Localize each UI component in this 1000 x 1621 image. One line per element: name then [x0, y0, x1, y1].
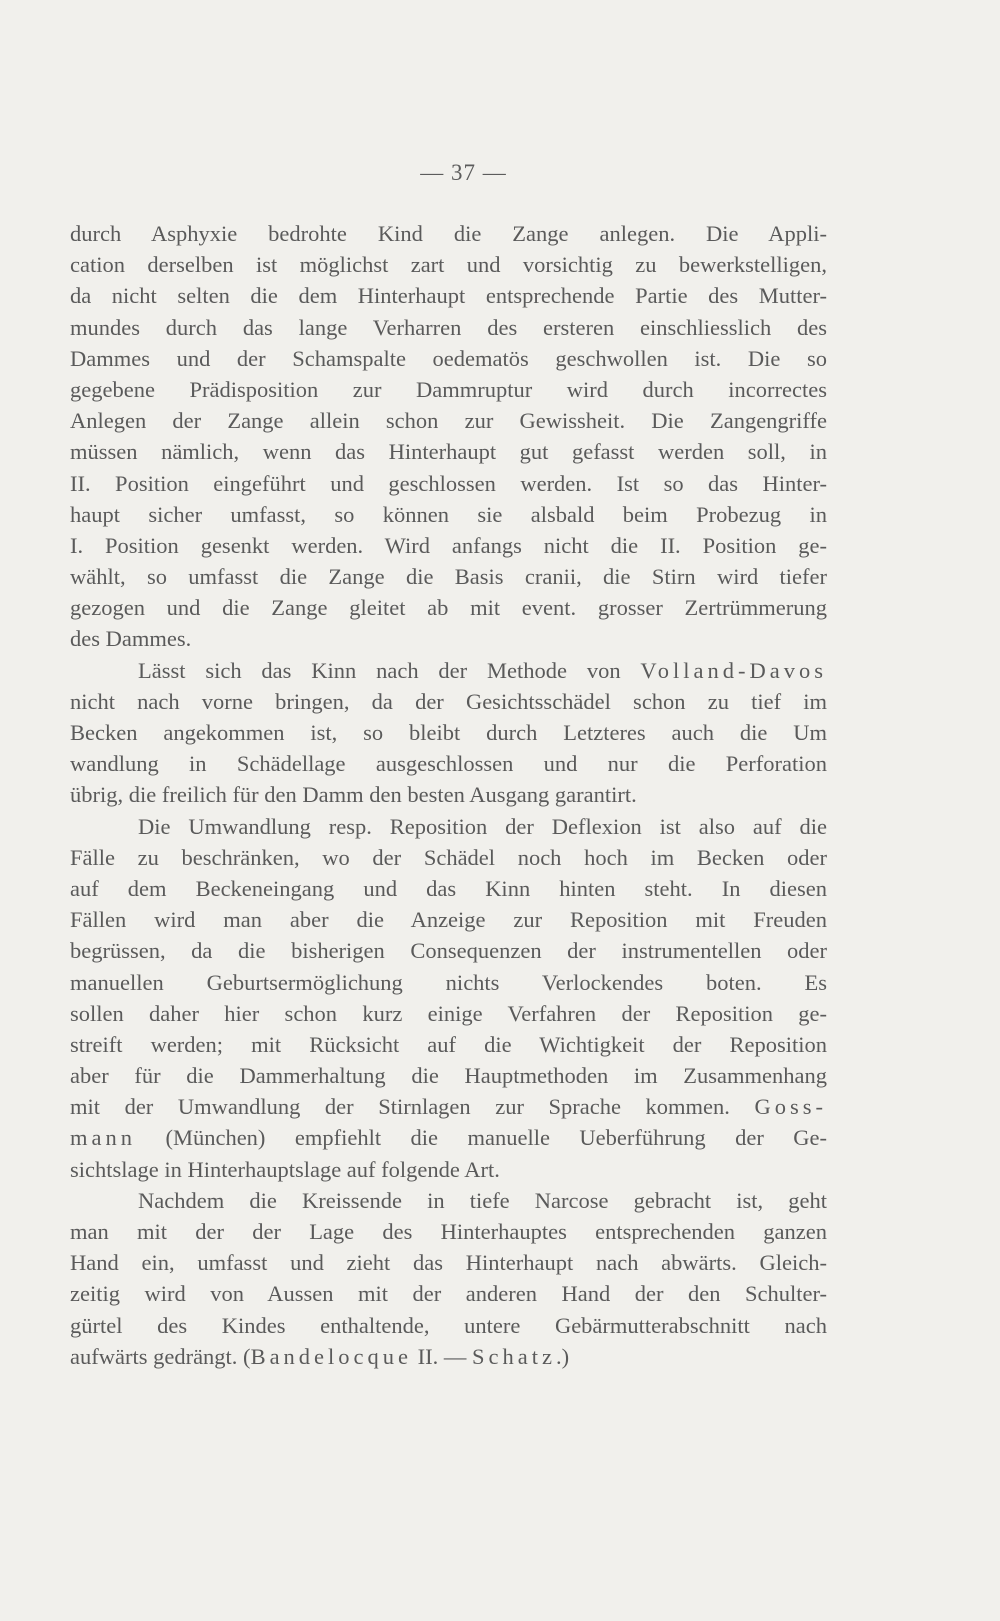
text-line [70, 280, 827, 311]
line-text: gegebene Prädisposition zur Dammruptur wird durch incorrectes [70, 376, 827, 402]
text-line [70, 998, 827, 1029]
text-line [70, 468, 827, 499]
line-text: wandlung in Schädellage ausgeschlossen und nur die Perforation [70, 751, 827, 777]
spaced-name: Schatz [472, 1343, 557, 1369]
text-line [70, 374, 827, 405]
text-line [70, 405, 827, 436]
text-line [70, 623, 827, 654]
text-line [70, 1060, 827, 1091]
line-text: .) [556, 1343, 570, 1369]
text-line [70, 873, 827, 904]
line-text: Lässt sich das Kinn nach der Methode von [138, 657, 641, 683]
body-text [70, 218, 827, 1372]
spaced-name: Bandelocque [250, 1343, 413, 1369]
text-line [70, 935, 827, 966]
text-line [70, 1278, 827, 1309]
spaced-name: mann [70, 1125, 136, 1151]
text-line [70, 967, 827, 998]
text-line [70, 1091, 827, 1122]
line-text: (München) empfiehlt die manuelle Ueberführung der Ge- [136, 1125, 827, 1151]
line-text: Anlegen der Zange allein schon zur Gewissheit. Die Zangengriffe [70, 408, 827, 434]
line-text: Die Umwandlung resp. Reposition der Deflexion ist also auf die [138, 813, 827, 839]
line-text: müssen nämlich, wenn das Hinterhaupt gut gefasst werden soll, in [70, 439, 827, 465]
text-line [70, 530, 827, 561]
text-line [70, 686, 827, 717]
text-line [70, 811, 827, 842]
text-line [70, 1216, 827, 1247]
line-text: aufwärts gedrängt. ( [70, 1343, 251, 1369]
line-text: I. Position gesenkt werden. Wird anfangs nicht die II. Position ge- [70, 532, 827, 558]
page-number: — 37 — [420, 160, 507, 185]
text-line [70, 904, 827, 935]
line-text: übrig, die freilich für den Damm den besten Ausgang garantirt. [70, 782, 637, 808]
line-text: des Dammes. [70, 626, 192, 652]
line-text: gezogen und die Zange gleitet ab mit event. grosser Zertrümmerung [70, 595, 827, 621]
line-text: gürtel des Kindes enthaltende, untere Gebärmutterabschnitt nach [70, 1312, 827, 1338]
line-text: da nicht selten die dem Hinterhaupt entsprechende Partie des Mutter- [70, 283, 827, 309]
line-text: Fälle zu beschränken, wo der Schädel noch hoch im Becken oder [70, 844, 827, 870]
line-text: auf dem Beckeneingang und das Kinn hinten steht. In diesen [70, 875, 827, 901]
text-line [70, 1310, 827, 1341]
text-line [70, 717, 827, 748]
text-line [70, 343, 827, 374]
line-text: Nachdem die Kreissende in tiefe Narcose gebracht ist, geht [138, 1187, 827, 1213]
text-line [70, 218, 827, 249]
line-text: durch Asphyxie bedrohte Kind die Zange anlegen. Die Appli- [70, 221, 827, 246]
text-line [70, 592, 827, 623]
line-text: sichtslage in Hinterhauptslage auf folgende Art. [70, 1156, 500, 1182]
text-line [70, 655, 827, 686]
line-text: sollen daher hier schon kurz einige Verfahren der Reposition ge- [70, 1000, 827, 1026]
line-text: begrüssen, da die bisherigen Consequenzen der instrumentellen oder [70, 938, 827, 964]
line-text: cation derselben ist möglichst zart und vorsichtig zu bewerkstelligen, [70, 252, 827, 278]
text-line [70, 561, 827, 592]
line-text: Becken angekommen ist, so bleibt durch Letzteres auch die Um [70, 720, 827, 745]
line-text: Hand ein, umfasst und zieht das Hinterhaupt nach abwärts. Gleich- [70, 1250, 827, 1276]
line-text: II. — [412, 1343, 473, 1369]
text-line [70, 1341, 827, 1372]
text-line [70, 312, 827, 343]
text-line [70, 842, 827, 873]
text-line [70, 499, 827, 530]
text-line [70, 779, 827, 810]
text-line [70, 1122, 827, 1153]
line-text: streift werden; mit Rücksicht auf die Wichtigkeit der Reposition [70, 1031, 827, 1057]
text-line [70, 1154, 827, 1185]
text-line [70, 1185, 827, 1216]
line-text: man mit der der Lage des Hinterhauptes entsprechenden ganzen [70, 1219, 827, 1244]
line-text: wählt, so umfasst die Zange die Basis cranii, die Stirn wird tiefer [70, 564, 827, 590]
line-text: mit der Umwandlung der Stirnlagen zur Sprache kommen. [70, 1094, 755, 1120]
line-text: Fällen wird man aber die Anzeige zur Reposition mit Freuden [70, 907, 827, 933]
text-line [70, 1029, 827, 1060]
text-line [70, 249, 827, 280]
text-line [70, 1247, 827, 1278]
line-text: manuellen Geburtsermöglichung nichts Verlockendes boten. Es [70, 969, 827, 995]
line-text: zeitig wird von Aussen mit der anderen Hand der den Schulter- [70, 1281, 827, 1307]
spaced-name: Goss- [754, 1094, 827, 1120]
text-line [70, 436, 827, 467]
line-text: II. Position eingeführt und geschlossen werden. Ist so das Hinter- [70, 470, 827, 496]
line-text: Dammes und der Schamspalte oedematös geschwollen ist. Die so [70, 345, 827, 371]
line-text: haupt sicher umfasst, so können sie alsbald beim Probezug in [70, 501, 827, 527]
spaced-name: Volland-Davos [640, 657, 827, 683]
line-text: aber für die Dammerhaltung die Hauptmethoden im Zusammenhang [70, 1063, 827, 1089]
text-line [70, 748, 827, 779]
line-text: mundes durch das lange Verharren des ersteren einschliesslich des [70, 314, 827, 340]
line-text: nicht nach vorne bringen, da der Gesichtsschädel schon zu tief im [70, 688, 827, 714]
